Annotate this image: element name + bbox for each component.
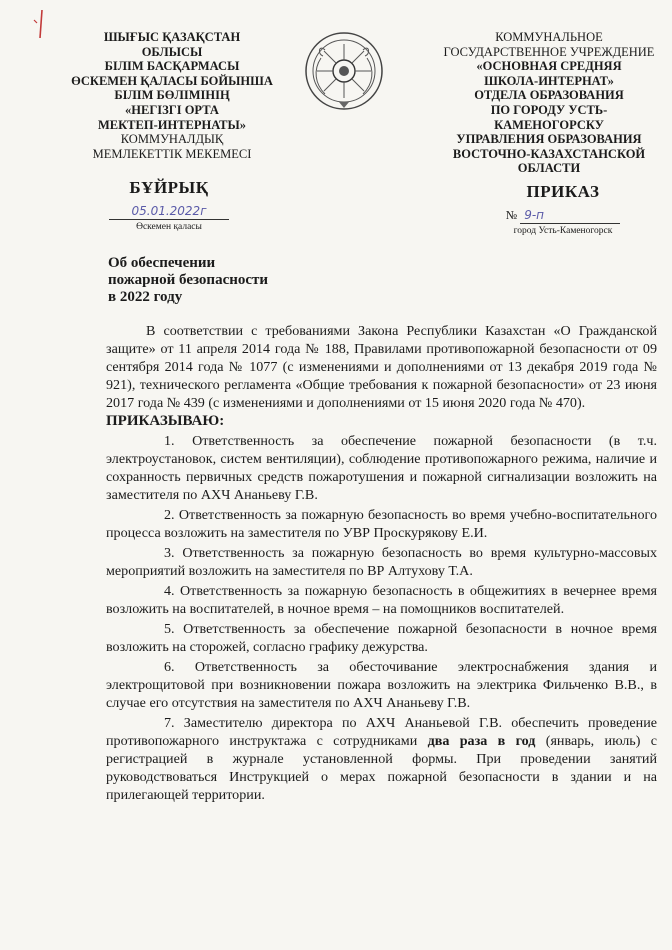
header-left-line: МЕКТЕП-ИНТЕРНАТЫ»: [97, 117, 247, 132]
order-number-row: [468, 208, 658, 224]
header-right-line: УПРАВЛЕНИЯ ОБРАЗОВАНИЯ: [456, 132, 642, 147]
header-right-line: КОММУНАЛЬНОЕ: [495, 30, 603, 44]
order-item-7: [106, 714, 657, 804]
header-left-line: ОБЛЫСЫ: [141, 44, 203, 59]
item7-emphasis: два раза в год: [427, 733, 536, 749]
order-item: 5. Ответственность за обеспечение пожарной безопасности в ночное время возложить на сторожей, согласно графику дежурства.: [106, 621, 657, 655]
intro-paragraph: В соответствии с требованиями Закона Республики Казахстан «О Гражданской защите» от 11 апреля 2014 года № 188, Правилами противопожарной безопасности от 09 сентября 2014 года № 1077 (с изменениями и дополнениями от 13 декабря 2019 года № 921), технического регламента «Общие требования к пожарной безопасности» от 23 июня 2017 года № 439 (с изменениями и дополнениями от 15 июня 2020 года № 470).: [106, 323, 657, 411]
header-right-line: ВОСТОЧНО-КАЗАХСТАНСКОЙ: [452, 146, 646, 161]
header-right-line: ШКОЛА-ИНТЕРНАТ»: [484, 73, 614, 88]
header-left-line: ШЫҒЫС ҚАЗАҚСТАН: [103, 30, 241, 44]
order-directive: ПРИКАЗЫВАЮ:: [106, 413, 225, 429]
header-right-line: ОБЛАСТИ: [517, 161, 581, 176]
header-left-kazakh: [60, 30, 284, 161]
order-item: 1. Ответственность за обеспечение пожарной безопасности (в т.ч. электроустановок, систем вентиляции), соблюдение противопожарного режима, наличие и сохранность первичных средств пожаротушения и пожарной сигнализации возложить на заместителя по АХЧ Ананьеву Г.В.: [106, 433, 657, 503]
item7-text: (январь, июль) с регистрацией в журнале установленной формы. При проведении занятий руководствоваться Инструкцией о мерах пожарной безопасности в здании и на прилегающей территории.: [106, 733, 657, 803]
subject-line: пожарной безопасности: [108, 272, 269, 288]
header-right-russian: [438, 30, 660, 176]
order-item: 2. Ответственность за пожарную безопасность во время учебно-воспитательного процесса возложить на заместителя по УВР Проскурякову Е.И.: [106, 507, 657, 541]
subject-line: в 2022 году: [108, 289, 183, 305]
item7-text: 7. Заместителю директора по АХЧ Ананьевой Г.В. обеспечить проведение противопожарного инструктажа с сотрудниками: [106, 715, 657, 749]
header-left-line: БІЛІМ БАСҚАРМАСЫ: [104, 59, 240, 74]
header-left-line: КОММУНАЛДЫҚ: [120, 132, 224, 147]
order-item: 4. Ответственность за пожарную безопасность в общежитиях в вечернее время возложить на воспитателей, в ночное время – на помощников воспитателей.: [106, 583, 657, 617]
order-item: 3. Ответственность за пожарную безопасность во время культурно-массовых мероприятий возложить на заместителя по ВР Алтухову Т.А.: [106, 545, 657, 579]
place-kazakh: Өскемен қаласы: [136, 222, 202, 232]
place-russian: город Усть-Каменогорск: [513, 226, 613, 236]
order-date: 05.01.2022г: [109, 204, 229, 220]
header-left-line: ӨСКЕМЕН ҚАЛАСЫ БОЙЫНША: [71, 73, 273, 88]
order-title-russian: ПРИКАЗ: [526, 182, 600, 201]
order-block-kazakh: [94, 178, 244, 232]
header-left-line: «НЕГІЗГІ ОРТА: [125, 102, 219, 117]
order-subject: [108, 255, 328, 306]
order-body: [106, 322, 657, 804]
header-left-line: БІЛІМ БӨЛІМІНІҢ: [114, 88, 230, 103]
header-right-line: ПО ГОРОДУ УСТЬ-КАМЕНОГОРСКУ: [490, 102, 608, 132]
subject-line: Об обеспечении: [108, 255, 216, 271]
order-number: 9-п: [520, 208, 620, 224]
order-title-kazakh: БҰЙРЫҚ: [129, 178, 209, 197]
header-left-line: МЕМЛЕКЕТТІК МЕКЕМЕСІ: [92, 146, 252, 161]
header-right-line: «ОСНОВНАЯ СРЕДНЯЯ: [476, 59, 622, 74]
order-item: 6. Ответственность за обесточивание электроснабжения здания и электрощитовой при возникновении пожара возложить на электрика Фильченко В.В., в случае его отсутствия на заместителя по АХЧ Ананьеву Г.В.: [106, 659, 657, 711]
header-right-line: ОТДЕЛА ОБРАЗОВАНИЯ: [474, 88, 624, 103]
order-block-russian: [468, 182, 658, 236]
header-right-line: ГОСУДАРСТВЕННОЕ УЧРЕЖДЕНИЕ: [443, 44, 655, 59]
state-emblem-icon: [303, 30, 385, 112]
number-sign: №: [505, 208, 518, 222]
pen-mark: [28, 8, 52, 42]
